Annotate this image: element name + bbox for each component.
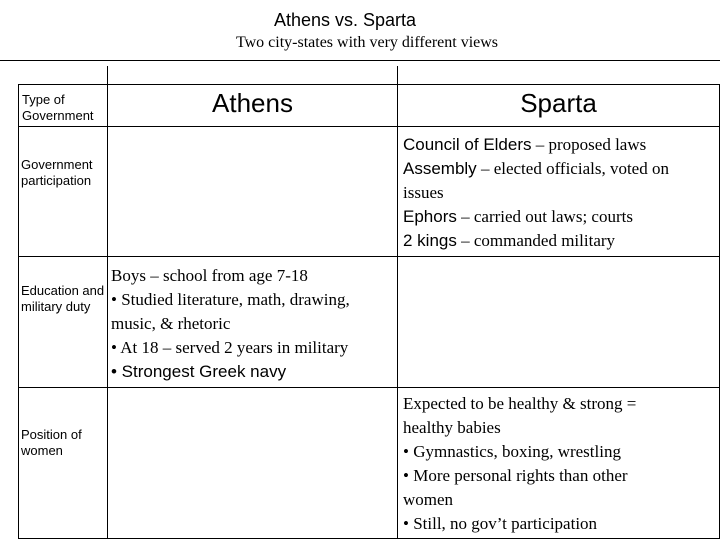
women-sparta-cell [403,392,719,536]
page-title: Athens vs. Sparta [273,10,417,30]
participation-sparta-cell [403,133,719,253]
header-row-top-border [18,84,720,85]
header-type-cell [22,92,106,124]
women-label-cell [21,427,107,459]
education-athens-line: • Strongest Greek navy [111,362,287,381]
education-athens-line: • Studied literature, math, drawing, [111,290,350,309]
header-athens-cell [108,88,397,119]
participation-sparta-line [403,133,719,157]
participation-sparta-line [403,157,719,181]
participation-sparta-line [403,181,719,205]
women-sparta-line: • Still, no gov’t participation [403,514,598,533]
education-label: Education and military duty [21,283,105,314]
education-athens-line: music, & rhetoric [111,314,231,333]
participation-label: Government participation [21,157,93,188]
sparta-desc: – carried out laws; courts [456,207,633,226]
education-athens-line: • At 18 – served 2 years in military [111,338,349,357]
sparta-term: Ephors [403,207,457,226]
header-type-label: Type of Government [22,92,94,123]
sparta-desc: issues [403,183,444,202]
women-athens-cell [108,388,397,538]
women-sparta-line: Expected to be healthy & strong = [403,394,637,413]
page-subtitle: Two city-states with very different views [235,34,499,51]
left-border [18,84,19,539]
sparta-desc: – elected officials, voted on [476,159,669,178]
sparta-term: Council of Elders [403,135,532,154]
sparta-term: Assembly [403,159,477,178]
education-sparta-cell [398,257,719,387]
header-sparta-cell [398,88,719,119]
table-bottom-border [18,538,720,539]
education-label-cell [21,283,107,315]
participation-sparta-line [403,229,719,253]
header-athens-label: Athens [212,88,293,118]
women-sparta-line: healthy babies [403,418,501,437]
table-top-border [0,60,720,61]
participation-athens-cell [108,127,397,256]
women-sparta-line: • Gymnastics, boxing, wrestling [403,442,621,461]
women-label: Position of women [21,427,82,458]
women-sparta-line: • More personal rights than other [403,466,628,485]
participation-label-cell [21,157,107,189]
sparta-term: 2 kings [403,231,457,250]
education-athens-line: Boys – school from age 7-18 [111,266,308,285]
sparta-desc: – commanded military [456,231,616,250]
participation-sparta-line [403,205,719,229]
women-sparta-line: women [403,490,454,509]
sparta-desc: – proposed laws [531,135,647,154]
education-athens-cell [111,264,397,384]
header-sparta-label: Sparta [520,88,597,118]
